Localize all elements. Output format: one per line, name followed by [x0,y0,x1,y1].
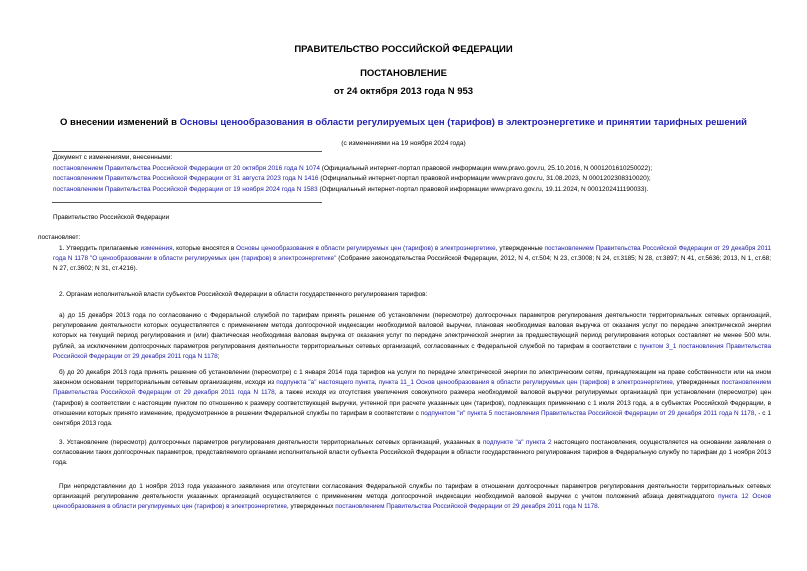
divider-top [52,151,322,152]
link-punkt-12[interactable]: пункта 12 Основ ценообразования в области регулируемых цен (тарифов) в электроэнергетике [53,493,771,511]
paragraph-4: При непредставлении до 1 ноября 2013 года указанного заявления или отсутствии согласования Федеральной службы по тарифам в отношении долгосрочных параметров регулирования деятельности территориальных сетевых организаций регулирование деятельности указанных организаций осуществляется с применением метода долгосрочной индексации необходимой валовой выручки с учетом положений абзаца девятнадцатого пункта 12 Основ ценообразования в области регулируемых цен (тарифов) в электроэнергетике, утвержденных постановлением Правительства Российской Федерации от 29 декабря 2011 года N 1178. [53,483,771,511]
paragraph-2b: б) до 20 декабря 2013 года принять решение об установлении (пересмотре) с 1 января 2014 года тарифов на услуги по передаче электрической энергии по электрическим сетям, принадлежащим на праве собственности или на ином законном основании территориальным сетевым организациям, исходя из подпункта "а" настоящего пункта, пункта 11_1 Основ ценообразования в области регулируемых цен (тарифов) в электроэнергетике, утвержденных постановлением Правительства Российской Федерации от 29 декабря 2011 года N 1178, а также исходя из отсутствия увеличения совокупного размера необходимой валовой выручки регулируемых организаций при установлении (пересмотре) цен (тарифов) в соответствии с настоящим пунктом по отношению к размеру соответствующей выручки, учтенной при расчете указанных цен (тарифов), подлежащих применению с 1 июля 2013 года, а в субъектах Российской Федерации, в отношении которых принято изменение, предусмотренное в решении Федеральной службы по тарифам в соответствии с подпунктом "и" пункта 5 постановления Правительства Российской Федерации от 29 декабря 2011 года N 1178, - с 1 сентября 2013 года. [53,369,772,428]
link-postanovlenie-1178-b[interactable]: постановлением Правительства Российской Федерации от 29 декабря 2011 года N 1178 [53,379,771,397]
link-podpunkt-a[interactable]: подпункта "а" настоящего пункта [276,379,375,387]
doc-change-link-1074[interactable]: постановлением Правительства Российской Федерации от 20 октября 2016 года N 1074 [53,164,320,172]
doc-changes-heading: Документ с изменениями, внесенными: [53,154,173,161]
doc-change-item: постановлением Правительства Российской Федерации от 20 октября 2016 года N 1074 (Официальный интернет-портал правовой информации www.pravo.gov.ru, 25.10.2016, N 0001201610250022); [53,164,653,172]
paragraph-3: 3. Установление (пересмотр) долгосрочных параметров регулирования деятельности территориальных сетевых организаций, указанных в подпункте "а" пункта 2 настоящего постановления, осуществляется на основании заявления о согласовании таких долгосрочных параметров, представляемого органами исполнительной власти субъекта Российской Федерации в области государственного регулирования тарифов в Федеральную службу по тарифам до 1 ноября 2013 года. [53,439,772,467]
link-osnovy[interactable]: Основы ценообразования в области регулируемых цен (тарифов) в электроэнергетике [236,245,496,252]
title-link-osnovy[interactable]: Основы ценообразования в области регулируемых цен (тарифов) в электроэнергетике и принятии тарифных решений [179,117,748,128]
body-government: Правительство Российской Федерации [53,214,170,221]
document-title [40,117,767,128]
doc-change-link-1416[interactable]: постановлением Правительства Российской Федерации от 31 августа 2023 года N 1416 [53,175,319,183]
link-punkt-3-1[interactable]: пунктом 3_1 постановления Правительства Российской Федерации от 29 декабря 2011 года N 1178 [53,342,772,360]
changes-note: (с изменениями на 19 ноября 2024 года) [341,140,466,147]
link-postanovlenie-1178-c[interactable]: постановлением Правительства Российской Федерации от 29 декабря 2011 года N 1178 [335,503,598,511]
link-podpunkt-a-punkt-2[interactable]: подпункте "а" пункта 2 [482,439,552,446]
link-podpunkt-i[interactable]: подпунктом "и" пункта 5 постановления Правительства Российской Федерации от 29 декабря 2011 года N 1178 [420,409,755,417]
government-heading: ПРАВИТЕЛЬСТВО РОССИЙСКОЙ ФЕДЕРАЦИИ [294,44,513,55]
date-number-heading: от 24 октября 2013 года N 953 [333,86,474,97]
doc-change-item: постановлением Правительства Российской Федерации от 19 ноября 2024 года N 1583 (Официальный интернет-портал правовой информации www.pravo.gov.ru, 19.11.2024, N 0001202411190033). [53,185,649,193]
doc-change-item: постановлением Правительства Российской Федерации от 31 августа 2023 года N 1416 (Официальный интернет-портал правовой информации www.pravo.gov.ru, 31.08.2023, N 0001202308310020); [53,175,651,183]
paragraph-2a: а) до 15 декабря 2013 года по согласованию с Федеральной службой по тарифам принять решение об установлении (пересмотре) долгосрочных параметров регулирования деятельности территориальных сетевых организаций, регулирование деятельности которых осуществляется с применением метода долгосрочной индексации необходимой валовой выручки, плановая необходимая валовая выручка от оказания услуг по передаче электрической энергии которых на текущий период регулирования и (или) фактическая необходимая валовая выручка от оказания услуг по передаче электрической энергии за предшествующий период регулирования которых составляет не менее 500 млн. рублей, за исключением долгосрочных параметров регулирования деятельности территориальных сетевых организаций, согласованных с Федеральной службой по тарифам в соответствии с пунктом 3_1 постановления Правительства Российской Федерации от 29 декабря 2011 года N 1178; [53,312,772,360]
link-izmeneniya[interactable]: изменения [140,245,173,252]
doc-change-link-1583[interactable]: постановлением Правительства Российской Федерации от 19 ноября 2024 года N 1583 [53,185,318,193]
body-decrees: постановляет: [38,234,81,241]
paragraph-2: 2. Органам исполнительной власти субъектов Российской Федерации в области государственного регулирования тарифов: [59,291,428,298]
doc-changes-block [53,153,652,195]
title-prefix: О внесении изменений в [59,117,180,128]
divider-bottom [52,202,322,203]
link-punkt-11-1[interactable]: пункта 11_1 Основ ценообразования в области регулируемых цен (тарифов) в электроэнергетике [378,379,673,387]
paragraph-1: 1. Утвердить прилагаемые изменения, которые вносятся в Основы ценообразования в области регулируемых цен (тарифов) в электроэнергетике, утвержденные постановлением Правительства Российской Федерации от 29 декабря 2011 года N 1178 "О ценообразовании в области регулируемых цен (тарифов) в электроэнергетике" (Собрание законодательства Российской Федерации, 2012, N 4, ст.504; N 23, ст.3008; N 24, ст.3185; N 28, ст.3897; N 41, ст.5636; 2013, N 1, ст.68; N 27, ст.3602; N 31, ст.4216). [53,245,772,273]
doc-type-heading: ПОСТАНОВЛЕНИЕ [360,68,447,79]
link-postanovlenie-1178[interactable]: постановлением Правительства Российской Федерации от 29 декабря 2011 года N 1178 "О ценообразовании в области регулируемых цен (тарифов) в электроэнергетике" [53,245,772,263]
